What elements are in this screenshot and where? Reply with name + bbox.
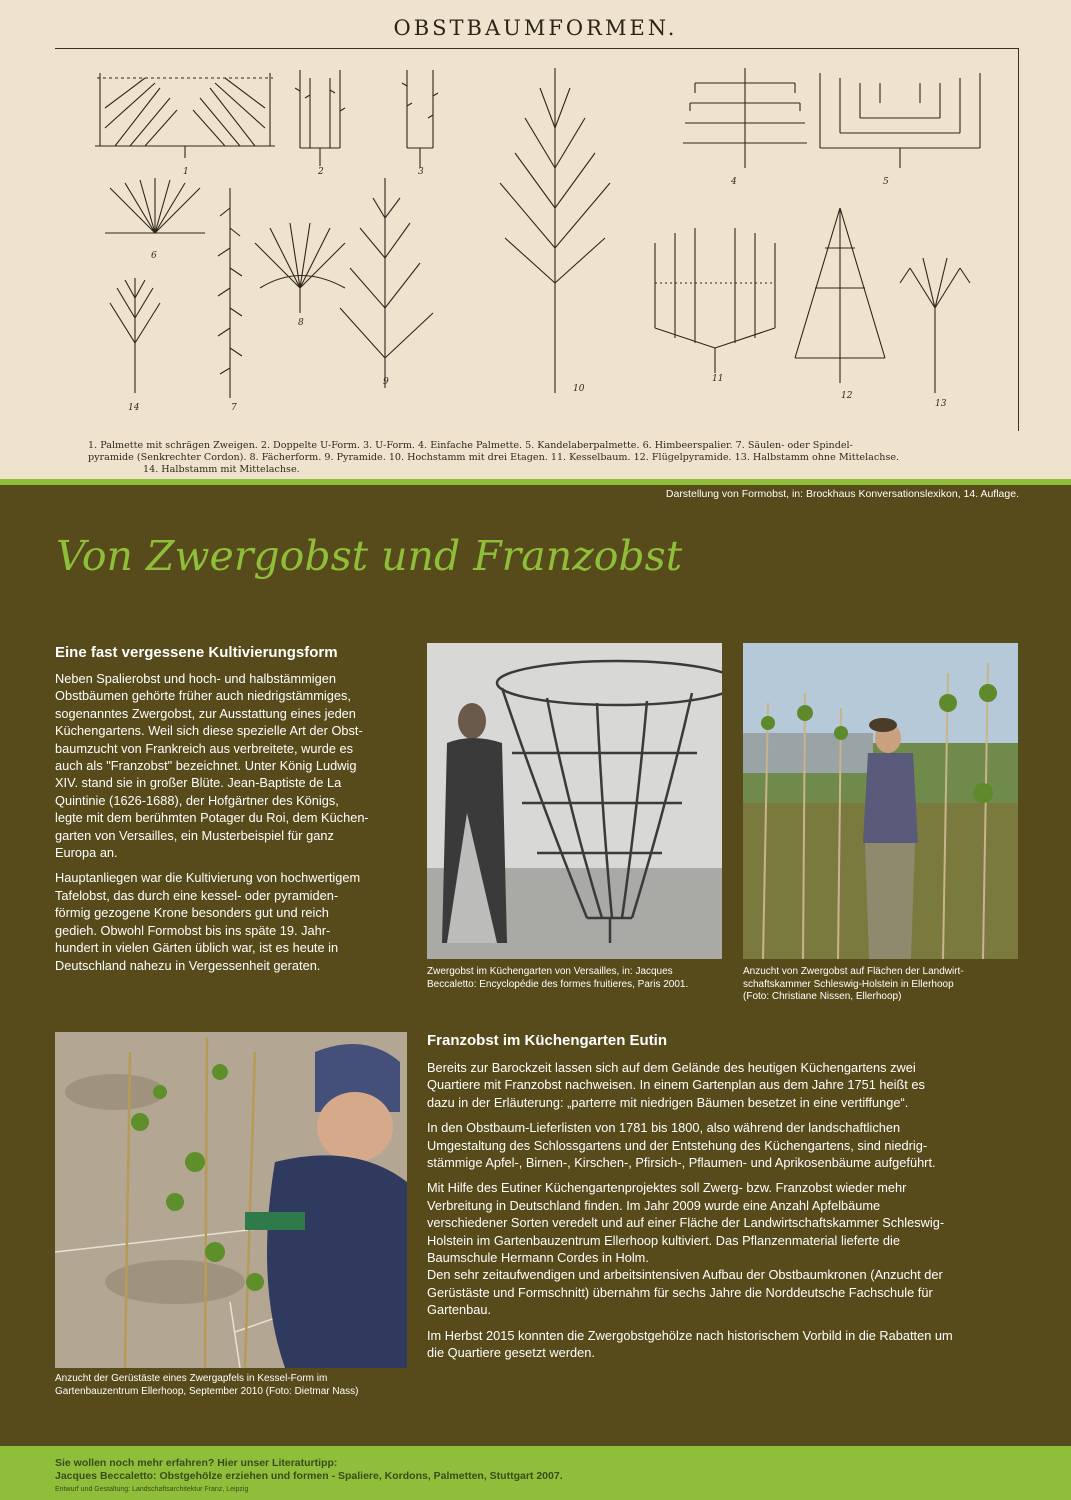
section-heading-kuechengarten-eutin: Franzobst im Küchengarten Eutin <box>427 1032 668 1049</box>
caption-line: Gartenbauzentrum Ellerhoop, September 2010 (Foto: Dietmar Nass) <box>55 1385 359 1397</box>
text-line: Gerüstäste und Formschnitt) übernahm für sechs Jahre die Norddeutsche Fachschule für <box>427 1284 933 1300</box>
paragraph <box>427 1179 1027 1318</box>
text-line: Den sehr zeitaufwendigen und arbeitsintensiven Aufbau der Obstbaumkronen (Anzucht der <box>427 1267 943 1283</box>
text-line: hundert in vielen Gärten üblich war, ist es heute in <box>55 940 339 956</box>
plate-number-5: 5 <box>883 177 889 187</box>
text-line: gedieh. Obwohl Formobst bis ins späte 19. Jahr- <box>55 922 331 938</box>
footer-intro: Sie wollen noch mehr erfahren? Hier unser Literaturtipp: <box>55 1457 338 1469</box>
plate-number-6: 6 <box>151 251 157 261</box>
section-text-kuechengarten-eutin <box>427 1059 1027 1370</box>
text-line: Verbreitung in Deutschland finden. Im Jahr 2009 wurde eine Anzahl Apfelbäume <box>427 1197 881 1213</box>
caption-line: Beccaletto: Encyclopédie des formes fruitieres, Paris 2001. <box>427 978 689 990</box>
tree-form-5 <box>820 73 980 168</box>
photo-ellerhoop-image <box>743 643 1018 959</box>
footer-literature-tip <box>0 1446 1071 1500</box>
text-line: Gartenbau. <box>427 1302 492 1318</box>
tree-form-4 <box>683 68 807 168</box>
footer-book-reference: Jacques Beccaletto: Obstgehölze erziehen und formen - Spaliere, Kordons, Palmetten, Stuttgart 2007. <box>55 1470 563 1482</box>
caption-line: Anzucht von Zwergobst auf Flächen der Landwirt- <box>743 966 964 977</box>
photo-versailles-dwarf-fruit <box>427 643 722 959</box>
plate-legend <box>88 440 1018 476</box>
tree-form-9 <box>340 178 433 388</box>
text-line: Deutschland nahezu in Vergessenheit geraten. <box>55 957 321 973</box>
tree-form-8 <box>255 223 345 313</box>
photo-versailles-image <box>427 643 722 959</box>
text-line: Neben Spalierobst und hoch- und halbstämmigen <box>55 671 337 686</box>
text-line: sogenanntes Zwergobst, zur Ausstattung eines jeden <box>55 705 356 721</box>
fruit-tree-forms-illustration <box>55 48 1018 433</box>
section-heading-kultivierungsform: Eine fast vergessene Kultivierungsform <box>55 644 338 661</box>
tree-form-12 <box>795 208 885 383</box>
caption-line: schaftskammer Schleswig-Holstein in Ellerhoop <box>743 978 954 990</box>
photo-kessel-image <box>55 1032 407 1368</box>
text-line: dazu in der Erläuterung: „parterre mit niedrigen Bäumen besetzet in eine vertiffunge“. <box>427 1094 909 1110</box>
text-line: förmig gezogene Krone besonders gut und reich <box>55 905 329 921</box>
tree-form-13 <box>900 258 970 393</box>
text-line: Obstbäumen gehörte früher auch niedrigstämmiges, <box>55 688 351 704</box>
tree-form-10 <box>500 68 610 393</box>
text-line: garten von Versailles, ein Musterbeispiel für ganz <box>55 827 334 843</box>
tree-form-2 <box>295 70 345 166</box>
paragraph <box>55 670 415 861</box>
photo-ellerhoop-nursery <box>743 643 1018 959</box>
plate-number-9: 9 <box>383 377 389 387</box>
paragraph <box>55 869 415 973</box>
text-line: Europa an. <box>55 845 118 861</box>
text-line: Bereits zur Barockzeit lassen sich auf dem Gelände des heutigen Küchengartens zwei <box>427 1060 916 1075</box>
plate-number-1: 1 <box>183 167 189 177</box>
page-title: Von Zwergobst und Franzobst <box>56 532 683 580</box>
engraving-plate <box>0 0 1071 480</box>
footer-credit: Entwurf und Gestaltung: Landschaftsarchitektur Franz, Leipzig <box>55 1486 249 1493</box>
caption-line: Zwergobst im Küchengarten von Versailles, in: Jacques <box>427 966 673 977</box>
plate-number-11: 11 <box>712 374 724 384</box>
caption-versailles <box>427 966 727 991</box>
plate-number-3: 3 <box>418 167 424 177</box>
paragraph <box>427 1119 1027 1171</box>
text-line: In den Obstbaum-Lieferlisten von 1781 bis 1800, also während der landschaftlichen <box>427 1120 901 1136</box>
paragraph <box>427 1327 1027 1362</box>
plate-number-13: 13 <box>935 399 947 409</box>
plate-number-2: 2 <box>318 167 324 177</box>
text-line: verschiedener Sorten veredelt und auf einer Fläche der Landwirtschaftskammer Schleswig- <box>427 1215 945 1231</box>
tree-form-3 <box>402 70 438 168</box>
tree-form-7 <box>218 188 242 398</box>
caption-line: (Foto: Christiane Nissen, Ellerhoop) <box>743 991 902 1002</box>
accent-bar <box>0 479 1071 485</box>
text-line: Mit Hilfe des Eutiner Küchengartenprojektes soll Zwerg- bzw. Franzobst wieder mehr <box>427 1180 907 1196</box>
text-line: Umgestaltung des Schlossgartens und der Entstehung des Küchengartens, sind niedrig- <box>427 1137 928 1153</box>
section-text-kultivierungsform <box>55 670 415 982</box>
text-line: Holstein im Gartenbauzentrum Ellerhoop kultiviert. Das Pflanzenmaterial lieferte die <box>427 1232 900 1248</box>
text-line: stämmige Apfel-, Birnen-, Kirschen-, Pfirsich-, Pflaumen- und Aprikosenbäume aufgeführt. <box>427 1155 936 1171</box>
plate-legend-line: pyramide (Senkrechter Cordon). 8. Fächerform. 9. Pyramide. 10. Hochstamm mit drei Etagen. 11. Kesselbaum. 12. Flügelpyramide. 13. Halbstamm ohne Mittelachse. <box>88 452 900 463</box>
tree-form-14 <box>110 278 160 393</box>
plate-caption: Darstellung von Formobst, in: Brockhaus Konversationslexikon, 14. Auflage. <box>665 488 1019 500</box>
text-line: Baumschule Hermann Cordes in Holm. <box>427 1250 649 1266</box>
text-line: Im Herbst 2015 konnten die Zwergobstgehölze nach historischem Vorbild in die Rabatten um <box>427 1327 953 1343</box>
plate-number-14: 14 <box>128 403 140 413</box>
text-line: Tafelobst, das durch eine kessel- oder pyramiden- <box>55 887 339 903</box>
plate-number-10: 10 <box>573 384 585 394</box>
plate-legend-line: 1. Palmette mit schrägen Zweigen. 2. Doppelte U-Form. 3. U-Form. 4. Einfache Palmette. 5. Kandelaberpalmette. 6. Himbeerspalier. 7. Säulen- oder Spindel- <box>88 440 853 451</box>
text-line: baumzucht von Frankreich aus verbreitete, wurde es <box>55 740 354 756</box>
plate-number-7: 7 <box>231 403 237 413</box>
text-line: XIV. stand sie in großer Blüte. Jean-Baptiste de La <box>55 775 342 791</box>
text-line: Quartiere mit Franzobst nachweisen. In einem Gartenplan aus dem Jahre 1751 heißt es <box>427 1077 925 1093</box>
photo-kessel-form-training <box>55 1032 407 1368</box>
plate-number-12: 12 <box>841 391 853 401</box>
plate-legend-line: 14. Halbstamm mit Mittelachse. <box>143 464 300 475</box>
text-line: Hauptanliegen war die Kultivierung von hochwertigem <box>55 870 361 886</box>
caption-ellerhoop <box>743 966 1033 1004</box>
tree-form-1 <box>95 73 275 158</box>
text-line: Küchengartens. Weil sich diese spezielle Art der Obst- <box>55 723 363 739</box>
plate-number-8: 8 <box>298 318 304 328</box>
caption-line: Anzucht der Gerüstäste eines Zwergapfels in Kessel-Form im <box>55 1373 328 1384</box>
text-line: legte mit dem berühmten Potager du Roi, dem Küchen- <box>55 810 369 826</box>
tree-form-6 <box>105 178 205 233</box>
paragraph <box>427 1059 1027 1111</box>
text-line: die Quartiere gesetzt werden. <box>427 1345 595 1361</box>
caption-kessel-form <box>55 1373 415 1398</box>
tree-form-11 <box>655 228 775 373</box>
text-line: Quintinie (1626-1688), der Hofgärtner des Königs, <box>55 792 339 808</box>
plate-title: OBSTBAUMFORMEN. <box>393 16 678 40</box>
text-line: auch als "Franzobst" bezeichnet. Unter König Ludwig <box>55 758 357 774</box>
plate-number-4: 4 <box>731 177 737 187</box>
